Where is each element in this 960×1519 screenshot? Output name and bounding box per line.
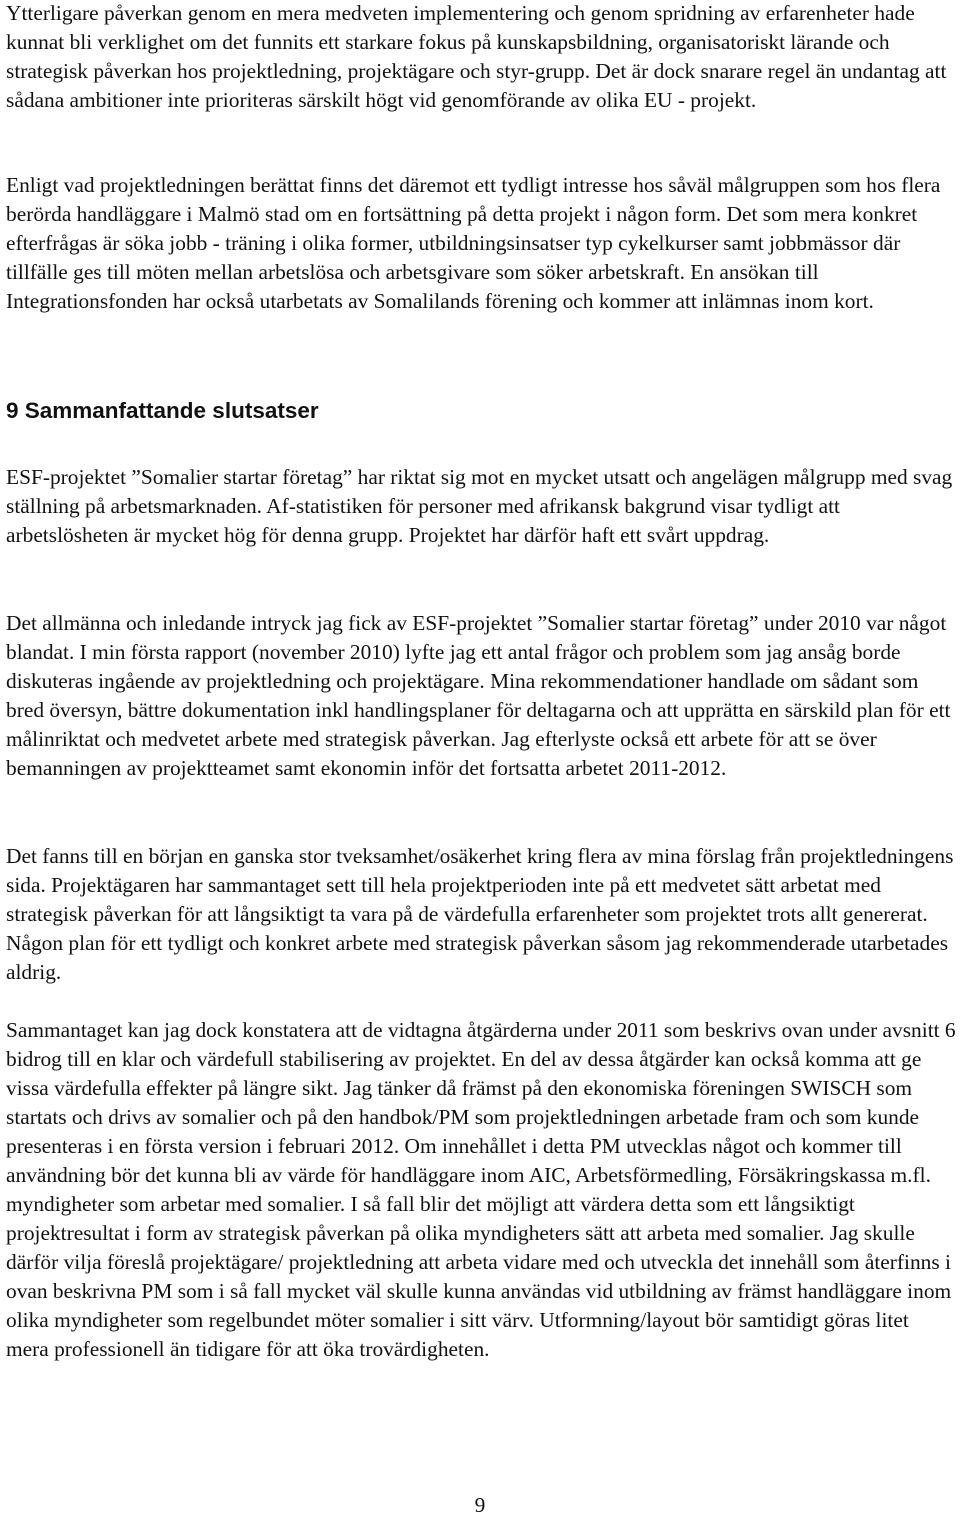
body-paragraph: Enligt vad projektledningen berättat finns det däremot ett tydligt intresse hos såväl målgruppen som hos flera berörda handläggare i Malmö stad om en fortsättning på detta projekt i någon form. Det som mera konkret efterfrågas är söka jobb - träning i olika former, utbildningsinsatser typ cykelkurser samt jobbmässor där tillfälle ges till möten mellan arbetslösa och arbetsgivare som söker arbetskraft. En ansökan till Integrationsfonden har också utarbetats av Somalilands förening och kommer att inlämnas inom kort. (6, 173, 941, 313)
body-paragraph: ESF-projektet ”Somalier startar företag” har riktat sig mot en mycket utsatt och angelägen målgrupp med svag ställning på arbetsmarknaden. Af-statistiken för personer med afrikansk bakgrund visar tydligt att arbetslösheten är mycket hög för denna grupp. Projektet har därför haft ett svårt uppdrag. (6, 465, 953, 547)
body-paragraph: Ytterligare påverkan genom en mera medveten implementering och genom spridning av erfarenheter hade kunnat bli verklighet om det funnits ett starkare fokus på kunskapsbildning, organisatoriskt lärande och strategisk påverkan hos projektledning, projektägare och styr-grupp. Det är dock snarare regel än undantag att sådana ambitioner inte prioriteras särskilt högt vid genomförande av olika EU - projekt. (6, 1, 947, 112)
page-number: 9 (474, 1493, 486, 1517)
body-paragraph: Det fanns till en början en ganska stor tveksamhet/osäkerhet kring flera av mina förslag från projektledningens sida. Projektägaren har sammantaget sett till hela projektperioden inte på ett medvetet sätt arbetat med strategisk påverkan för att långsiktigt ta vara på de värdefulla erfarenheter som projektet trots allt genererat. Någon plan för ett tydligt och konkret arbete med strategisk påverkan såsom jag rekommenderade utarbetades aldrig. (6, 844, 954, 984)
section-heading: 9 Sammanfattande slutsatser (6, 398, 319, 423)
body-paragraph: Sammantaget kan jag dock konstatera att de vidtagna åtgärderna under 2011 som beskrivs ovan under avsnitt 6 bidrog till en klar och värdefull stabilisering av projektet. En del av dessa åtgärder kan också komma att ge vissa värdefulla effekter på längre sikt. Jag tänker då främst på den ekonomiska föreningen SWISCH som startats och drivs av somalier och på den handbok/PM som projektledningen arbetade fram och som kunde presenteras i en första version i februari 2012. Om innehållet i detta PM utvecklas något och kommer till användning bör det kunna bli av värde för handläggare inom AIC, Arbetsförmedling, Försäkringskassa m.fl. myndigheter som arbetar med somalier. I så fall blir det möjligt att värdera detta som ett långsiktigt projektresultat i form av strategisk påverkan på olika myndigheters sätt att arbeta med somalier. Jag skulle därför vilja föreslå projektägare/ projektledning att arbeta vidare med och utveckla det innehåll som återfinns i ovan beskrivna PM som i så fall mycket väl skulle kunna användas vid utbildning av främst handläggare inom olika myndigheter som regelbundet möter somalier i sitt värv. Utformning/layout bör samtidigt göras litet mera professionell än tidigare för att öka trovärdigheten. (6, 1018, 956, 1361)
body-paragraph: Det allmänna och inledande intryck jag fick av ESF-projektet ”Somalier startar företag” under 2010 var något blandat. I min första rapport (november 2010) lyfte jag ett antal frågor och problem som jag ansåg borde diskuteras ingående av projektledning och projektägare. Mina rekommendationer handlade om sådant som bred översyn, bättre dokumentation inkl handlingsplaner för deltagarna och att upprätta en särskild plan för ett målinriktat och medvetet arbete med strategisk påverkan. Jag efterlyste också ett arbete för att se över bemanningen av projektteamet samt ekonomin inför det fortsatta arbetet 2011-2012. (6, 611, 951, 780)
